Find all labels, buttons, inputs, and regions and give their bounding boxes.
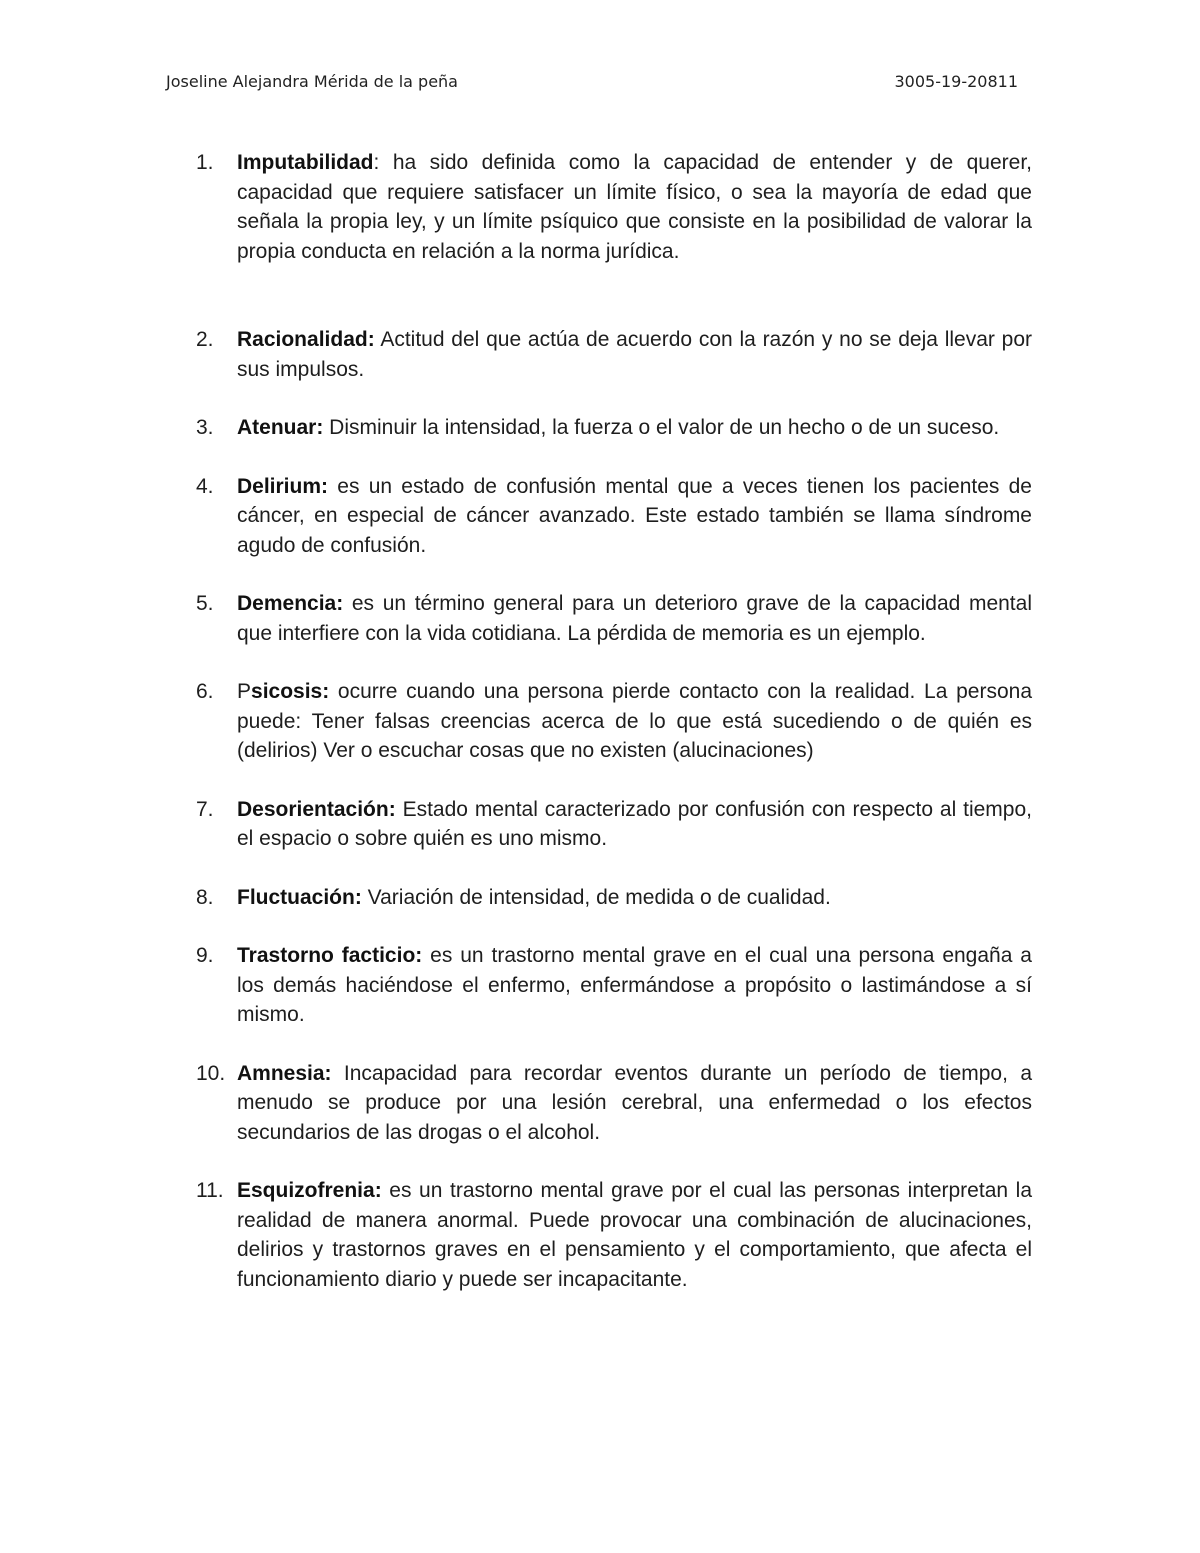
item-number: 7. [196,797,214,821]
item-term: Demencia: [237,592,344,615]
student-id: 3005-19-20811 [894,72,1018,91]
list-item [196,413,1032,443]
item-definition: ocurre cuando una persona pierde contacto con la realidad. La persona puede: Tener falsas creencias acerca de lo que está sucediendo o de quién es (delirios) Ver o escuchar cosas que no existen (alucinaciones) [237,680,1032,762]
list-item [196,883,1032,913]
list-item [196,148,1032,266]
list-item [196,677,1032,766]
item-definition: Estado mental caracterizado por confusión con respecto al tiempo, el espacio o sobre quién es uno mismo. [237,797,1032,850]
item-term: Amnesia: [237,1061,332,1085]
item-definition: Incapacidad para recordar eventos durante un período de tiempo, a menudo se produce por una lesión cerebral, una enfermedad o los efectos secundarios de las drogas o el alcohol. [237,1061,1032,1144]
item-number: 8. [196,885,214,909]
item-term: Esquizofrenia: [237,1179,382,1202]
list-item [196,941,1032,1030]
item-definition: Variación de intensidad, de medida o de cualidad. [361,885,831,909]
item-number: 2. [196,328,214,351]
item-term: Desorientación: [237,797,396,821]
list-item [196,1059,1032,1148]
definitions-list [196,148,1032,1323]
item-term: Trastorno facticio: [237,944,423,967]
item-definition: es un trastorno mental grave en el cual una persona engaña a los demás haciéndose el enfermo, enfermándose a propósito o lastimándose a sí mismo. [237,944,1032,1026]
item-number: 10. [196,1061,226,1085]
item-number: 11. [196,1179,224,1202]
list-item [196,472,1032,561]
list-item [196,1176,1032,1294]
item-term-prefix: P [237,680,252,703]
item-number: 9. [196,944,214,967]
item-term: Imputabilidad [237,151,374,174]
item-number: 4. [196,474,214,498]
item-number: 3. [196,416,214,439]
item-term: Delirium: [237,474,329,498]
item-definition: es un estado de confusión mental que a veces tienen los pacientes de cáncer, en especial de cáncer avanzado. Este estado también se llama síndrome agudo de confusión. [237,474,1032,557]
item-definition: es un trastorno mental grave por el cual las personas interpretan la realidad de manera anormal. Puede provocar una combinación de alucinaciones, delirios y trastornos graves en el pensamiento y el comportamiento, que afecta el funcionamiento diario y puede ser incapacitante. [237,1179,1032,1291]
item-definition: : ha sido definida como la capacidad de entender y de querer, capacidad que requiere satisfacer un límite físico, o sea la mayoría de edad que señala la propia ley, y un límite psíquico que consiste en la posibilidad de valorar la propia conducta en relación a la norma jurídica. [237,151,1032,263]
item-number: 5. [196,592,214,615]
item-term: Racionalidad: [237,328,375,351]
item-definition: es un término general para un deterioro grave de la capacidad mental que interfiere con la vida cotidiana. La pérdida de memoria es un ejemplo. [237,592,1032,645]
item-number: 6. [196,680,214,703]
item-term: Fluctuación: [237,885,362,909]
list-item [196,325,1032,384]
item-number: 1. [196,151,214,174]
list-item [196,795,1032,854]
item-definition: Actitud del que actúa de acuerdo con la razón y no se deja llevar por sus impulsos. [237,328,1032,381]
student-name: Joseline Alejandra Mérida de la peña [166,72,458,91]
item-definition: Disminuir la intensidad, la fuerza o el valor de un hecho o de un suceso. [323,416,1000,439]
page-header [166,72,1018,98]
item-term: sicosis: [251,680,330,703]
item-term: Atenuar: [237,416,324,439]
list-item [196,589,1032,648]
